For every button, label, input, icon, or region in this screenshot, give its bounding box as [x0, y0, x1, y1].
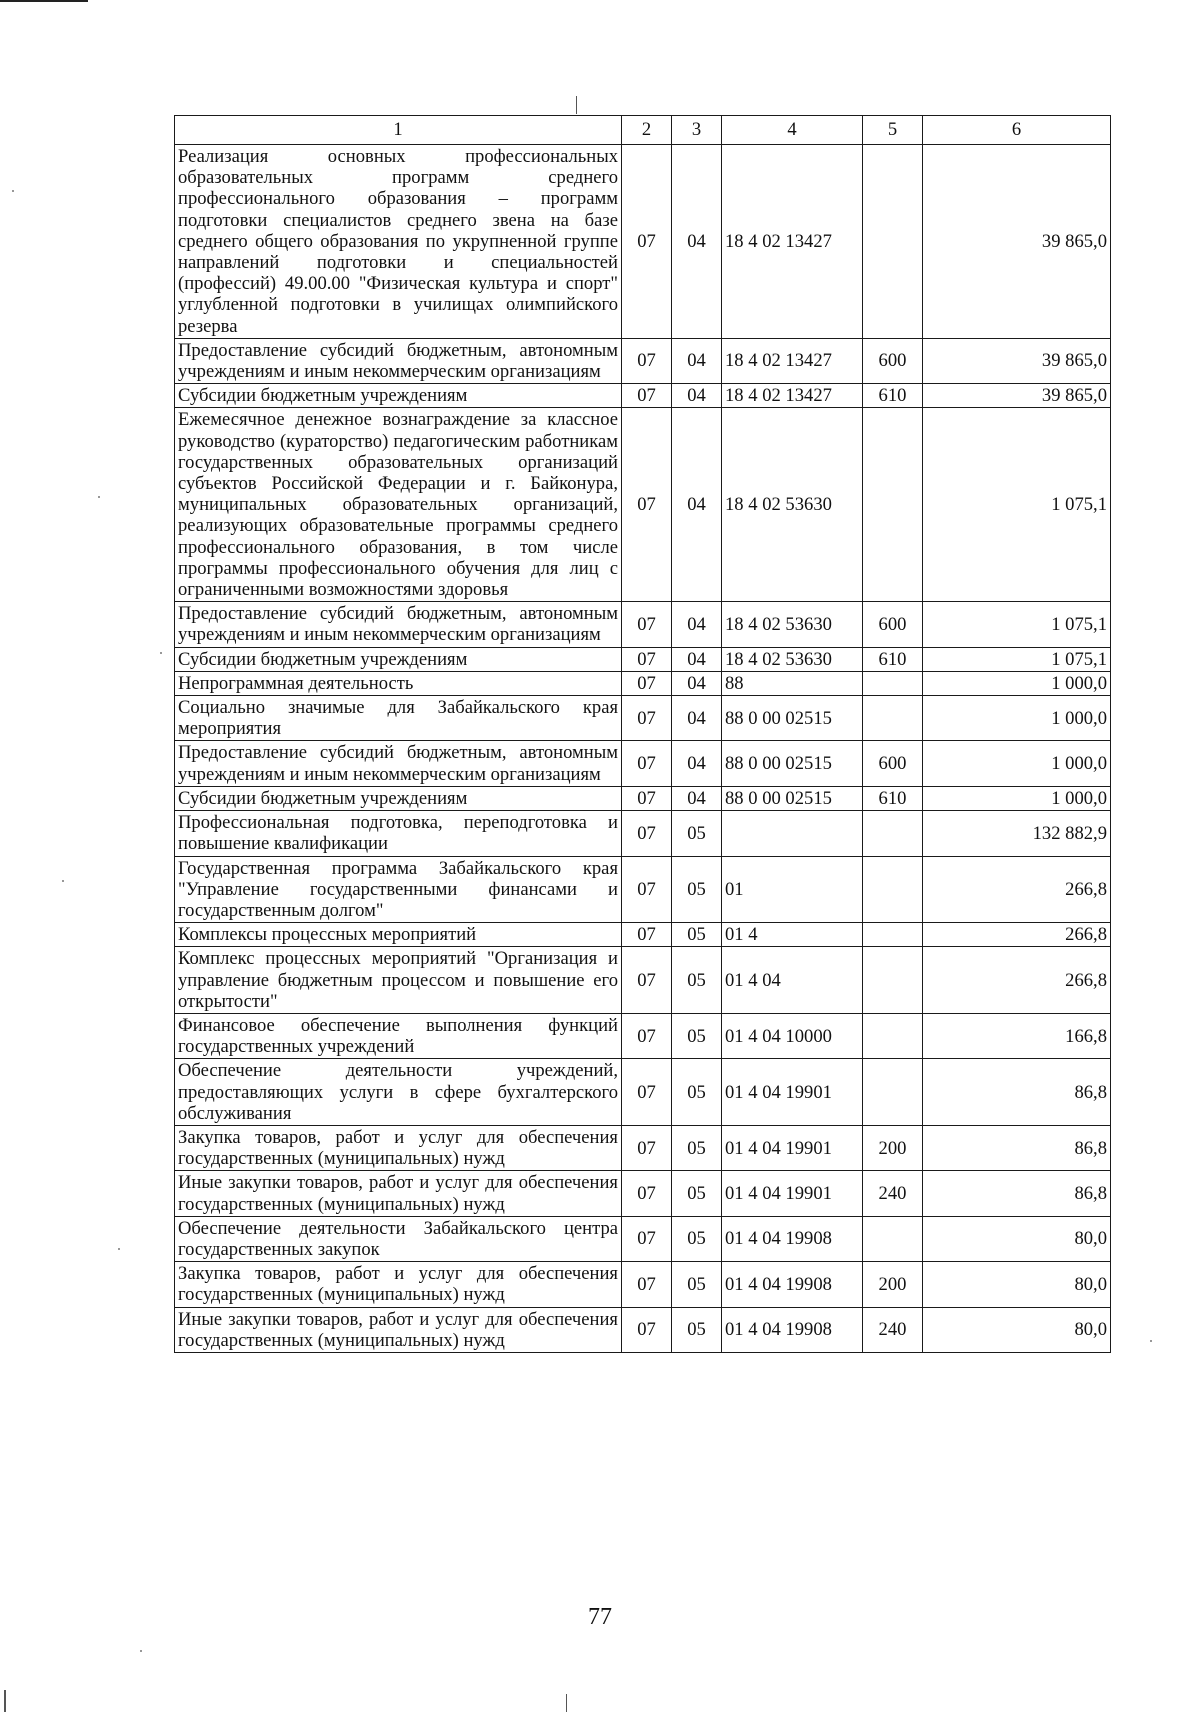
table-row [175, 1013, 1111, 1058]
item-name-cell: Социально значимые для Забайкальского края мероприятия [175, 696, 622, 741]
subsection-code-cell: 05 [672, 811, 722, 856]
target-article-cell: 01 4 04 19908 [722, 1262, 863, 1307]
scan-speck [118, 1248, 120, 1250]
section-code-cell: 07 [622, 602, 672, 647]
expense-type-cell [863, 696, 923, 741]
item-name-cell: Государственная программа Забайкальского края "Управление государственными финансами и государственным долгом" [175, 856, 622, 923]
section-code-cell: 07 [622, 408, 672, 602]
subsection-code-cell: 05 [672, 1216, 722, 1261]
target-article-cell [722, 811, 863, 856]
column-header: 6 [923, 116, 1111, 145]
subsection-code-cell: 04 [672, 741, 722, 786]
item-name-cell: Предоставление субсидий бюджетным, автономным учреждениям и иным некоммерческим организациям [175, 338, 622, 383]
amount-cell: 80,0 [923, 1262, 1111, 1307]
section-code-cell: 07 [622, 1125, 672, 1170]
section-code-cell: 07 [622, 786, 672, 810]
item-name-cell: Финансовое обеспечение выполнения функций государственных учреждений [175, 1013, 622, 1058]
page-number: 77 [588, 1604, 612, 1630]
target-article-cell: 01 4 04 19908 [722, 1216, 863, 1261]
target-article-cell: 88 [722, 671, 863, 695]
item-name-cell: Предоставление субсидий бюджетным, автономным учреждениям и иным некоммерческим организациям [175, 741, 622, 786]
table-row [175, 671, 1111, 695]
amount-cell: 1 000,0 [923, 696, 1111, 741]
amount-cell: 1 000,0 [923, 786, 1111, 810]
amount-cell: 1 075,1 [923, 408, 1111, 602]
table-row [175, 145, 1111, 339]
expense-type-cell: 240 [863, 1171, 923, 1216]
item-name-cell: Профессиональная подготовка, переподготовка и повышение квалификации [175, 811, 622, 856]
subsection-code-cell: 04 [672, 647, 722, 671]
section-code-cell: 07 [622, 856, 672, 923]
scan-edge-mark [4, 1690, 6, 1712]
table-row [175, 1262, 1111, 1307]
expense-type-cell: 610 [863, 647, 923, 671]
expense-type-cell: 600 [863, 338, 923, 383]
item-name-cell: Обеспечение деятельности Забайкальского центра государственных закупок [175, 1216, 622, 1261]
amount-cell: 1 075,1 [923, 647, 1111, 671]
table-row [175, 1059, 1111, 1126]
table-body [175, 145, 1111, 1353]
expense-type-cell: 600 [863, 741, 923, 786]
column-header: 5 [863, 116, 923, 145]
target-article-cell: 01 4 04 10000 [722, 1013, 863, 1058]
subsection-code-cell: 04 [672, 145, 722, 339]
table-row [175, 647, 1111, 671]
item-name-cell: Ежемесячное денежное вознаграждение за классное руководство (кураторство) педагогическим работникам государственных образовательных организаций субъектов Российской Федерации и г. Байконура, муниципальных образовательных организаций, реализующих образовательные программы среднего профессионального образования, в том числе программы профессионального обучения для лиц с ограниченными возможностями здоровья [175, 408, 622, 602]
table-row [175, 786, 1111, 810]
table-row [175, 856, 1111, 923]
section-code-cell: 07 [622, 647, 672, 671]
table-row [175, 1125, 1111, 1170]
amount-cell: 80,0 [923, 1216, 1111, 1261]
target-article-cell: 88 0 00 02515 [722, 786, 863, 810]
expense-type-cell [863, 1216, 923, 1261]
item-name-cell: Комплекс процессных мероприятий "Организация и управление бюджетным процессом и повышение его открытости" [175, 947, 622, 1014]
section-code-cell: 07 [622, 1171, 672, 1216]
expense-type-cell [863, 408, 923, 602]
item-name-cell: Закупка товаров, работ и услуг для обеспечения государственных (муниципальных) нужд [175, 1125, 622, 1170]
item-name-cell: Комплексы процессных мероприятий [175, 923, 622, 947]
amount-cell: 86,8 [923, 1171, 1111, 1216]
subsection-code-cell: 04 [672, 696, 722, 741]
target-article-cell: 18 4 02 53630 [722, 408, 863, 602]
item-name-cell: Обеспечение деятельности учреждений, предоставляющих услуги в сфере бухгалтерского обслуживания [175, 1059, 622, 1126]
section-code-cell: 07 [622, 1216, 672, 1261]
amount-cell: 266,8 [923, 856, 1111, 923]
subsection-code-cell: 04 [672, 408, 722, 602]
target-article-cell: 18 4 02 53630 [722, 602, 863, 647]
item-name-cell: Непрограммная деятельность [175, 671, 622, 695]
section-code-cell: 07 [622, 947, 672, 1014]
table-row [175, 1171, 1111, 1216]
subsection-code-cell: 05 [672, 856, 722, 923]
section-code-cell: 07 [622, 1262, 672, 1307]
expense-type-cell: 200 [863, 1125, 923, 1170]
expense-type-cell [863, 1013, 923, 1058]
amount-cell: 80,0 [923, 1307, 1111, 1352]
expense-type-cell [863, 1059, 923, 1126]
table-row [175, 1216, 1111, 1261]
column-header: 4 [722, 116, 863, 145]
table-row [175, 602, 1111, 647]
target-article-cell: 01 4 04 [722, 947, 863, 1014]
target-article-cell: 01 4 [722, 923, 863, 947]
subsection-code-cell: 05 [672, 1125, 722, 1170]
expense-type-cell [863, 145, 923, 339]
amount-cell: 1 075,1 [923, 602, 1111, 647]
amount-cell: 1 000,0 [923, 671, 1111, 695]
target-article-cell: 18 4 02 13427 [722, 145, 863, 339]
scan-speck [62, 880, 64, 882]
section-code-cell: 07 [622, 145, 672, 339]
subsection-code-cell: 04 [672, 338, 722, 383]
table-row [175, 923, 1111, 947]
expense-type-cell [863, 923, 923, 947]
amount-cell: 86,8 [923, 1125, 1111, 1170]
amount-cell: 132 882,9 [923, 811, 1111, 856]
expense-type-cell [863, 811, 923, 856]
section-code-cell: 07 [622, 741, 672, 786]
scan-speck [1150, 1340, 1152, 1342]
table-row [175, 811, 1111, 856]
target-article-cell: 01 4 04 19901 [722, 1059, 863, 1126]
expense-type-cell [863, 947, 923, 1014]
table-row [175, 1307, 1111, 1352]
item-name-cell: Предоставление субсидий бюджетным, автономным учреждениям и иным некоммерческим организациям [175, 602, 622, 647]
item-name-cell: Иные закупки товаров, работ и услуг для обеспечения государственных (муниципальных) нужд [175, 1171, 622, 1216]
target-article-cell: 01 4 04 19908 [722, 1307, 863, 1352]
subsection-code-cell: 05 [672, 1059, 722, 1126]
column-header: 2 [622, 116, 672, 145]
section-code-cell: 07 [622, 671, 672, 695]
amount-cell: 266,8 [923, 923, 1111, 947]
section-code-cell: 07 [622, 1013, 672, 1058]
subsection-code-cell: 05 [672, 1262, 722, 1307]
table-row [175, 384, 1111, 408]
section-code-cell: 07 [622, 384, 672, 408]
scan-speck [98, 496, 100, 498]
table-row [175, 338, 1111, 383]
section-code-cell: 07 [622, 923, 672, 947]
column-header: 1 [175, 116, 622, 145]
target-article-cell: 01 4 04 19901 [722, 1125, 863, 1170]
subsection-code-cell: 04 [672, 786, 722, 810]
target-article-cell: 18 4 02 13427 [722, 384, 863, 408]
item-name-cell: Закупка товаров, работ и услуг для обеспечения государственных (муниципальных) нужд [175, 1262, 622, 1307]
subsection-code-cell: 04 [672, 602, 722, 647]
amount-cell: 86,8 [923, 1059, 1111, 1126]
table-row [175, 947, 1111, 1014]
section-code-cell: 07 [622, 338, 672, 383]
scan-fold-mark [566, 1694, 567, 1712]
subsection-code-cell: 05 [672, 947, 722, 1014]
item-name-cell: Субсидии бюджетным учреждениям [175, 786, 622, 810]
scan-speck [140, 1650, 142, 1652]
subsection-code-cell: 04 [672, 384, 722, 408]
subsection-code-cell: 05 [672, 923, 722, 947]
target-article-cell: 01 [722, 856, 863, 923]
scan-edge-mark [0, 0, 88, 2]
budget-table [174, 115, 1111, 1353]
expense-type-cell: 610 [863, 384, 923, 408]
target-article-cell: 18 4 02 53630 [722, 647, 863, 671]
scan-fold-mark [576, 96, 577, 114]
item-name-cell: Субсидии бюджетным учреждениям [175, 384, 622, 408]
amount-cell: 166,8 [923, 1013, 1111, 1058]
column-header: 3 [672, 116, 722, 145]
section-code-cell: 07 [622, 811, 672, 856]
section-code-cell: 07 [622, 1059, 672, 1126]
table-row [175, 696, 1111, 741]
item-name-cell: Субсидии бюджетным учреждениям [175, 647, 622, 671]
amount-cell: 1 000,0 [923, 741, 1111, 786]
amount-cell: 39 865,0 [923, 145, 1111, 339]
expense-type-cell: 240 [863, 1307, 923, 1352]
expense-type-cell [863, 671, 923, 695]
target-article-cell: 88 0 00 02515 [722, 696, 863, 741]
expense-type-cell [863, 856, 923, 923]
subsection-code-cell: 04 [672, 671, 722, 695]
scan-speck [12, 190, 14, 192]
section-code-cell: 07 [622, 696, 672, 741]
table-row [175, 408, 1111, 602]
amount-cell: 39 865,0 [923, 384, 1111, 408]
expense-type-cell: 200 [863, 1262, 923, 1307]
target-article-cell: 01 4 04 19901 [722, 1171, 863, 1216]
scan-speck [160, 652, 162, 654]
item-name-cell: Реализация основных профессиональных образовательных программ среднего профессионального образования – программ подготовки специалистов среднего звена на базе среднего общего образования по укрупненной группе направлений подготовки и специальностей (профессий) 49.00.00 "Физическая культура и спорт" углубленной подготовки в училищах олимпийского резерва [175, 145, 622, 339]
subsection-code-cell: 05 [672, 1171, 722, 1216]
section-code-cell: 07 [622, 1307, 672, 1352]
table-header-row [175, 116, 1111, 145]
amount-cell: 39 865,0 [923, 338, 1111, 383]
item-name-cell: Иные закупки товаров, работ и услуг для обеспечения государственных (муниципальных) нужд [175, 1307, 622, 1352]
expense-type-cell: 600 [863, 602, 923, 647]
subsection-code-cell: 05 [672, 1307, 722, 1352]
table-row [175, 741, 1111, 786]
expense-type-cell: 610 [863, 786, 923, 810]
subsection-code-cell: 05 [672, 1013, 722, 1058]
target-article-cell: 18 4 02 13427 [722, 338, 863, 383]
amount-cell: 266,8 [923, 947, 1111, 1014]
target-article-cell: 88 0 00 02515 [722, 741, 863, 786]
